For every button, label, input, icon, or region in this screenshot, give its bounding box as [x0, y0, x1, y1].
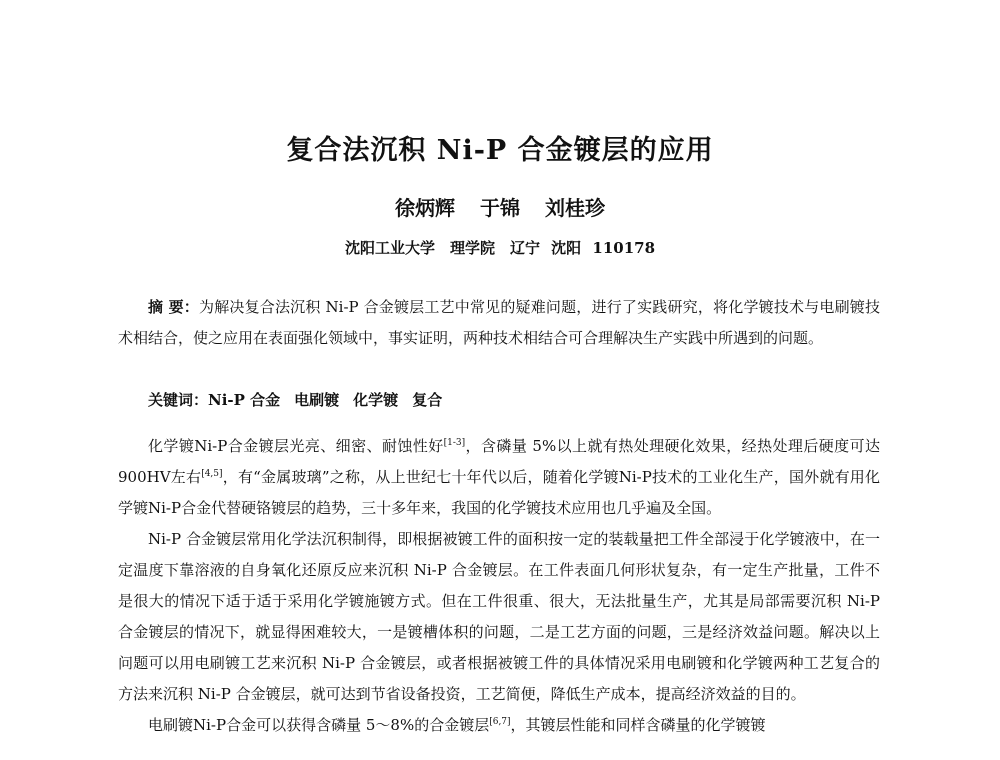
paragraph-1-part-2: ，含磷量 5%以上就有热处理硬化效果，经热处理后硬度可达 900HV左右 [118, 437, 880, 486]
author-list [0, 192, 1000, 221]
keyword: 复合 [412, 391, 443, 409]
paragraph-3-part-2: ，其镀层性能和同样含磷量的化学镀镀 [510, 716, 766, 734]
keyword: 化学镀 [353, 391, 399, 409]
abstract-label: 摘 要： [148, 298, 200, 316]
paragraph-3 [118, 710, 880, 741]
abstract-text: 为解决复合法沉积 Ni-P 合金镀层工艺中常见的疑难问题，进行了实践研究，将化学镀技术与电刷镀技术相结合，使之应用在表面强化领域中，事实证明，两种技术相结合可合理解决生产实践中所遇到的问题。 [118, 298, 881, 347]
paper-title: 复合法沉积 Ni-P 合金镀层的应用 [286, 135, 714, 166]
author-name: 刘桂珍 [544, 196, 605, 220]
paragraph-1-part-3: ，有“金属玻璃”之称，从上世纪七十年代以后，随着化学镀Ni-P技术的工业化生产，国外就有用化学镀Ni-P合金代替硬铬镀层的趋势，三十多年来，我国的化学镀技术应用也几乎遍及全国。 [118, 468, 880, 517]
paragraph-2: Ni-P 合金镀层常用化学法沉积制得，即根据被镀工件的面积按一定的装载量把工件全部浸于化学镀液中，在一定温度下靠溶液的自身氧化还原反应来沉积 Ni-P 合金镀层。在工件表面几何形状复杂，有一定生产批量，工件不是很大的情况下适于适于采用化学镀施镀方式。但在工件很重、很大，无法批量生产，尤其是局部需要沉积 Ni-P 合金镀层的情况下，就显得困难较大，一是镀槽体积的问题，二是工艺方面的问题，三是经济效益问题。解决以上问题可以用电刷镀工艺来沉积 Ni-P 合金镀层，或者根据被镀工件的具体情况采用电刷镀和化学镀两种工艺复合的方法来沉积 Ni-P 合金镀层，就可达到节省设备投资，工艺简便，降低生产成本，提高经济效益的目的。 [118, 530, 880, 703]
paragraph-1 [118, 431, 880, 524]
paragraph-1-part-1: 化学镀Ni-P合金镀层光亮、细密、耐蚀性好 [148, 437, 444, 455]
citation: [6,7] [489, 717, 511, 727]
citation: [4,5] [201, 469, 223, 479]
abstract [118, 292, 880, 354]
keywords [118, 385, 880, 416]
author-name: 于锦 [480, 196, 520, 220]
citation: [1-3] [443, 438, 466, 448]
affiliation: 沈阳工业大学 理学院 辽宁 沈阳 110178 [344, 239, 656, 257]
author-name: 徐炳辉 [395, 196, 456, 220]
body-text [118, 431, 880, 741]
keyword: Ni-P 合金 [208, 391, 281, 409]
keyword: 电刷镀 [294, 391, 340, 409]
paragraph-3-part-1: 电刷镀Ni-P合金可以获得含磷量 5～8%的合金镀层 [148, 716, 490, 734]
keywords-label: 关键词： [148, 391, 209, 409]
